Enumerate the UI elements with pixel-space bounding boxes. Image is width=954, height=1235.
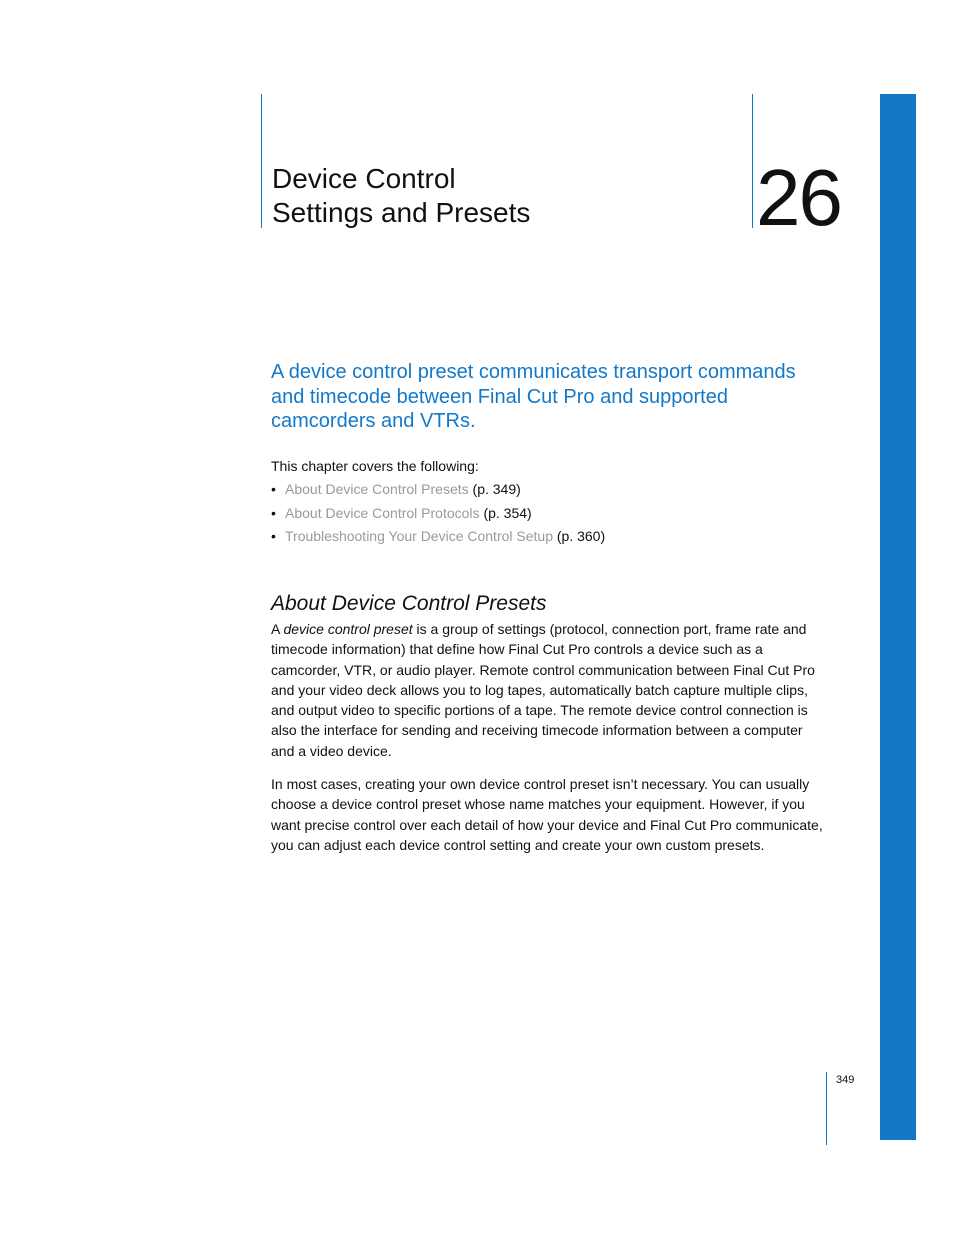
section-heading: About Device Control Presets: [271, 592, 547, 615]
page-number: 349: [836, 1074, 855, 1086]
para1-start: A: [271, 621, 284, 637]
chapter-intro: A device control preset communicates transport commands and timecode between Final Cut Pro and supported camcorders and VTRs.: [271, 361, 796, 432]
toc-item: [271, 526, 605, 550]
toc-page-ref: (p. 349): [472, 481, 521, 497]
chapter-title-line-2: Settings and Presets: [272, 197, 531, 228]
chapter-title: [272, 162, 712, 230]
bullet: •: [271, 481, 276, 497]
bullet: •: [271, 528, 276, 544]
toc-item: [271, 503, 605, 527]
chapter-number-rule: [752, 94, 753, 228]
chapter-side-tab: [880, 94, 916, 1140]
bullet: •: [271, 504, 276, 521]
chapter-number: 26: [756, 153, 841, 242]
para1-rest: is a group of settings (protocol, connection port, frame rate and timecode information) that define how Final Cut Pro controls a device such as a camcorder, VTR, or audio player. Remote control communication between Final Cut Pro and your video deck allows you to log tapes, automatically batch capture multiple clips, and output video to specific portions of a tape. The remote device control connection is also the interface for sending and receiving timecode information between a computer and a video device.: [271, 621, 815, 759]
title-rule: [261, 94, 262, 228]
toc-link-device-control-protocols[interactable]: About Device Control Protocols: [285, 504, 480, 521]
chapter-toc: [271, 479, 605, 550]
toc-page-ref: (p. 360): [556, 528, 606, 544]
toc-lead: This chapter covers the following:: [271, 458, 479, 474]
toc-item: [271, 479, 605, 503]
body-paragraph-1: [271, 619, 827, 761]
chapter-title-line-1: Device Control: [272, 163, 456, 194]
toc-link-device-control-presets[interactable]: About Device Control Presets: [285, 481, 469, 497]
toc-page-ref: (p. 354): [483, 504, 532, 521]
body-paragraph-2: In most cases, creating your own device control preset isn’t necessary. You can usually choose a device control preset whose name matches your equipment. However, if you want precise control over each detail of how your device and Final Cut Pro communicate, you can adjust each device control setting and create your own custom presets.: [271, 776, 823, 853]
toc-link-troubleshooting[interactable]: Troubleshooting Your Device Control Setup: [285, 528, 553, 544]
folio-rule: [826, 1072, 827, 1145]
defined-term: device control preset: [283, 621, 413, 637]
